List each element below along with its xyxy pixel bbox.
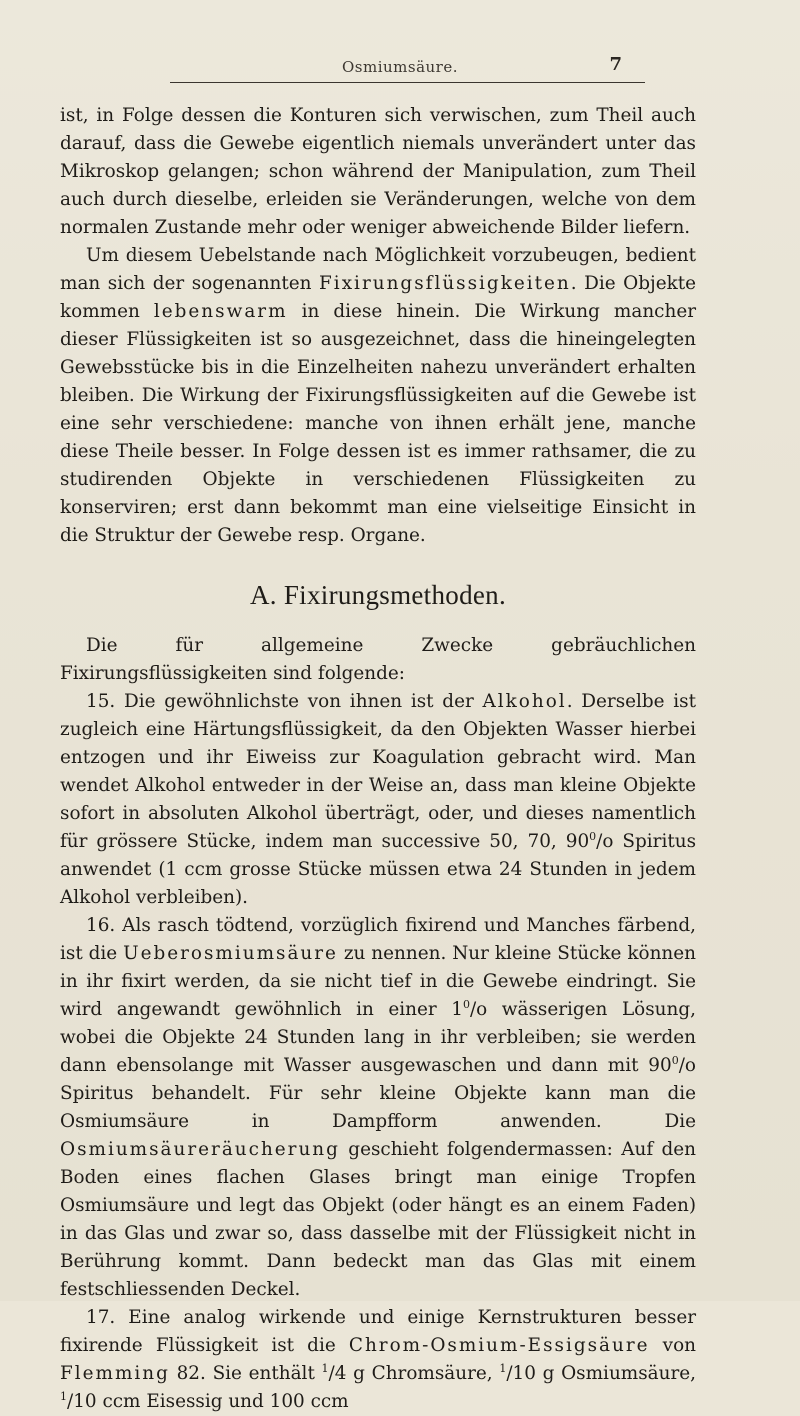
text-span: 15. Die gewöhnlichste von ihnen ist der	[86, 691, 483, 712]
superscript: 1	[60, 1389, 67, 1403]
text-span: zu nennen. Nur kleine Stücke können in ihr fixirt werden, da sie nicht tief in die Gewebe eindringt. Sie wird angewandt gewöhnlich in einer 1	[60, 943, 696, 1020]
section-heading: A. Fixirungsmethoden.	[249, 580, 507, 610]
header-rule	[170, 82, 645, 83]
emphasized-term: Ueberosmiumsäure	[123, 943, 338, 964]
text-span: /10 g Osmiumsäure,	[506, 1363, 696, 1384]
paragraph-item-16	[60, 912, 696, 1304]
paragraph-fixation-intro	[60, 242, 696, 550]
body-text	[60, 102, 696, 1416]
text-span: . Derselbe ist zugleich eine Härtungsflüssigkeit, da den Objekten Wasser hierbei entzogen und ihr Eiweiss zur Koagulation gebracht wird. Man wendet Alkohol entweder in der Weise an, dass man kleine Objekte sofort in absoluten Alkohol überträgt, oder, und dieses namentlich für grössere Stücke, indem man successive 50, 70, 90	[60, 691, 697, 852]
paragraph-item-17	[60, 1304, 696, 1416]
emphasized-term: Fixirungsflüssigkeiten	[319, 273, 571, 294]
text-span: . Die Objekte kommen	[60, 273, 696, 322]
emphasized-term: Chrom-Osmium-Essigsäure	[348, 1335, 650, 1356]
text-span: /10 ccm Eisessig und 100 ccm	[67, 1391, 349, 1412]
emphasized-term: lebenswarm	[153, 301, 288, 322]
text-span: 82. Sie enthält	[169, 1363, 322, 1384]
superscript: 0	[671, 1053, 679, 1067]
paragraph-list-intro: Die für allgemeine Zwecke gebräuchlichen Fixirungsflüssigkeiten sind folgende:	[60, 635, 696, 684]
text-span: 17. Eine analog wirkende und einige Kernstrukturen besser fixirende Flüssigkeit ist die	[60, 1307, 696, 1356]
emphasized-term: Alkohol	[482, 691, 567, 712]
text-span: Um diesem Uebelstande nach Möglichkeit vorzubeugen, bedient man sich der sogenannten	[60, 245, 696, 294]
text-span: 16. Als rasch tödtend, vorzüglich fixirend und Manches färbend, ist die	[60, 915, 696, 964]
paragraph-item-15	[60, 688, 696, 912]
text-span: /o Spiritus behandelt. Für sehr kleine Objekte kann man die Osmiumsäure in Dampfform anwenden. Die	[60, 1055, 696, 1132]
superscript: 0	[462, 997, 470, 1011]
text-span: /o wässerigen Lösung, wobei die Objekte 24 Stunden lang in ihr verbleiben; sie werden dann ebensolange mit Wasser ausgewaschen und dann mit 90	[60, 999, 696, 1076]
superscript: 1	[499, 1361, 507, 1375]
paragraph-continuation: ist, in Folge dessen die Konturen sich verwischen, zum Theil auch darauf, dass die Gewebe eigentlich niemals unverändert unter das Mikroskop gelangen; schon während der Manipulation, zum Theil auch durch dieselbe, erleiden sie Veränderungen, welche von dem normalen Zustande mehr oder weniger abweichende Bilder liefern.	[60, 105, 696, 238]
text-span: von	[649, 1335, 696, 1356]
page-number: 7	[609, 54, 622, 75]
running-title: Osmiumsäure.	[341, 58, 459, 76]
text-span: /o Spiritus anwendet (1 ccm grosse Stücke müssen etwa 24 Stunden in jedem Alkohol verbleiben).	[60, 831, 697, 908]
emphasized-term: Flemming	[60, 1363, 170, 1384]
superscript: 1	[321, 1361, 329, 1375]
text-span: geschieht folgendermassen: Auf den Boden eines flachen Glases bringt man einige Tropfen Osmiumsäure und legt das Objekt (oder hängt es an einem Faden) in das Glas und zwar so, dass dasselbe mit der Flüssigkeit nicht in Berührung kommt. Dann bedeckt man das Glas mit einem festschliessenden Deckel.	[60, 1139, 696, 1300]
text-span: /4 g Chromsäure,	[328, 1363, 500, 1384]
emphasized-term: Osmiumsäureräucherung	[60, 1139, 340, 1160]
superscript: 0	[589, 829, 597, 843]
text-span: in diese hinein. Die Wirkung mancher dieser Flüssigkeiten ist so ausgezeichnet, dass die hineingelegten Gewebsstücke bis in die Einzelheiten nahezu unverändert erhalten bleiben. Die Wirkung der Fixirungsflüssigkeiten auf die Gewebe ist eine sehr verschiedene: manche von ihnen erhält jene, manche diese Theile besser. In Folge dessen ist es immer rathsamer, die zu studirenden Objekte in verschiedenen Flüssigkeiten zu konserviren; erst dann bekommt man eine vielseitige Einsicht in die Struktur der Gewebe resp. Organe.	[60, 301, 696, 546]
